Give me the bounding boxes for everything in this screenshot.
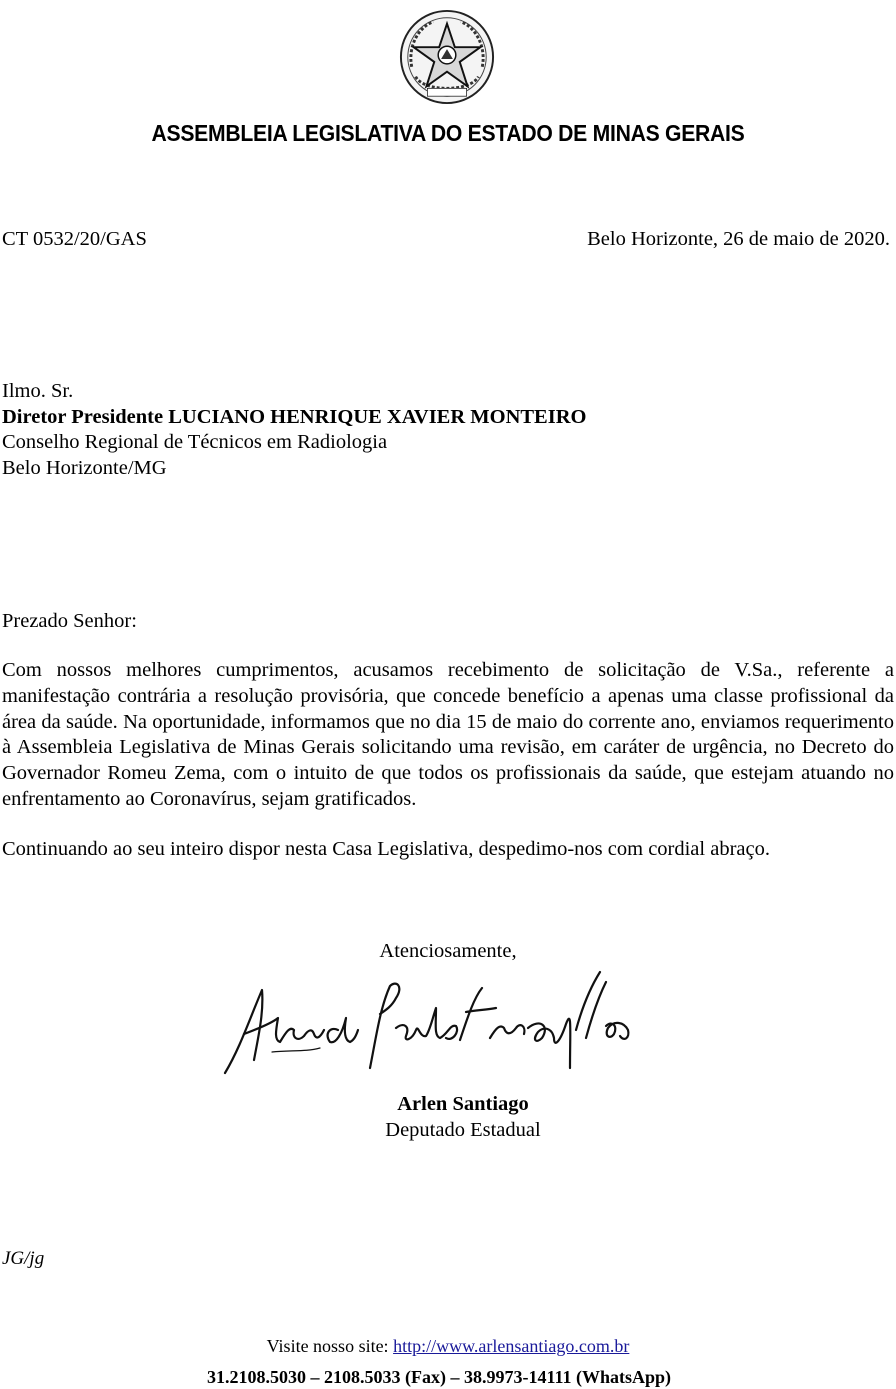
letter-reference: CT 0532/20/GAS xyxy=(2,228,147,250)
footer-site-label: Visite nosso site: xyxy=(266,1336,389,1356)
recipient-organization: Conselho Regional de Técnicos em Radiologia xyxy=(2,431,388,453)
valediction: Atenciosamente, xyxy=(379,940,517,962)
organization-title: ASSEMBLEIA LEGISLATIVA DO ESTADO DE MINAS GERAIS xyxy=(151,120,745,146)
typist-initials: JG/jg xyxy=(2,1248,45,1269)
recipient-salutation-title: Ilmo. Sr. xyxy=(2,380,74,402)
footer-website xyxy=(0,1336,896,1357)
letter-body: Com nossos melhores cumprimentos, acusamos recebimento de solicitação de V.Sa., referente a manifestação contrária a resolução provisória, que concede benefício a apenas uma classe profissional da área da saúde. Na oportunidade, informamos que no dia 15 de maio do corrente ano, enviamos requerimento à Assembleia Legislativa de Minas Gerais solicitando uma revisão, em caráter de urgência, no Decreto do Governador Romeu Zema, com o intuito de que todos os profissionais da saúde, que estejam atuando no enfrentamento ao Coronavírus, sejam gratificados. xyxy=(2,659,894,810)
recipient-name: Diretor Presidente LUCIANO HENRIQUE XAVIER MONTEIRO xyxy=(2,405,587,428)
footer-phones: 31.2108.5030 – 2108.5033 (Fax) – 38.9973-14111 (WhatsApp) xyxy=(206,1367,671,1387)
letter-date: Belo Horizonte, 26 de maio de 2020. xyxy=(587,228,890,250)
signer-title: Deputado Estadual xyxy=(385,1119,541,1141)
recipient-city: Belo Horizonte/MG xyxy=(2,456,167,479)
recipient-block xyxy=(2,379,586,481)
footer-site-link[interactable]: http://www.arlensantiago.com.br xyxy=(393,1336,630,1356)
handwritten-signature xyxy=(220,968,640,1078)
greeting: Prezado Senhor: xyxy=(2,610,137,632)
signer-name: Arlen Santiago xyxy=(397,1093,529,1115)
state-seal-logo xyxy=(398,8,496,106)
closing-paragraph: Continuando ao seu inteiro dispor nesta Casa Legislativa, despedimo-nos com cordial abraço. xyxy=(2,838,770,860)
